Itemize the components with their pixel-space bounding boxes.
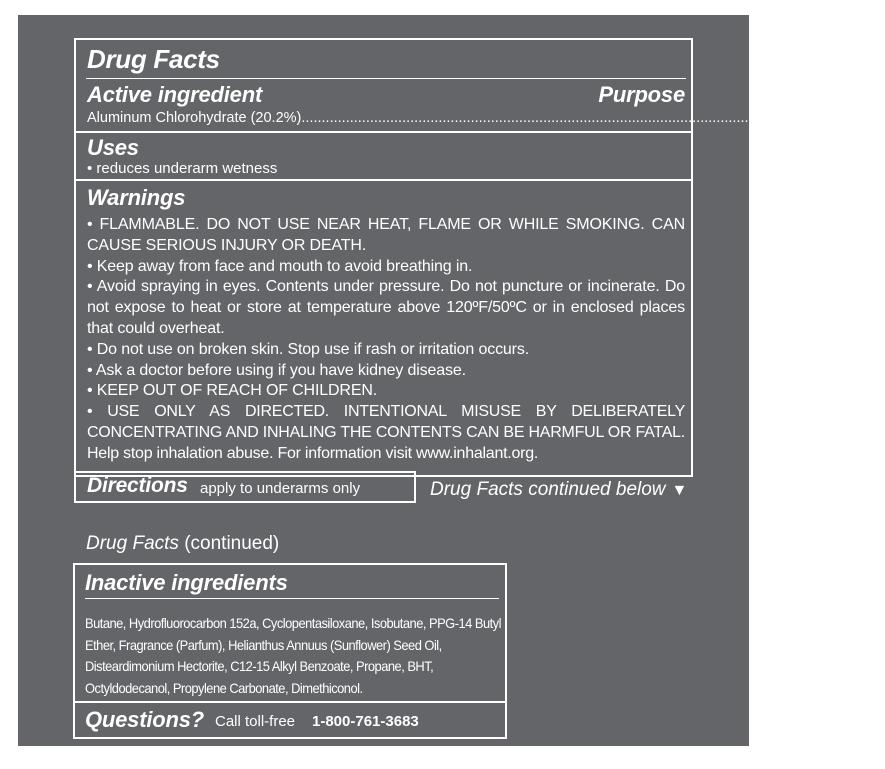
uses-heading: Uses <box>87 135 139 160</box>
purpose-heading: Purpose <box>598 82 685 107</box>
leader-dots: .......................................................................................................................... <box>301 110 793 126</box>
warning-item: • FLAMMABLE. DO NOT USE NEAR HEAT, FLAME OR WHILE SMOKING. CAN CAUSE SERIOUS INJURY OR DEATH. <box>87 216 685 254</box>
drug-facts-box <box>74 38 885 477</box>
continued-below-note <box>430 479 687 501</box>
warnings-heading: Warnings <box>87 185 186 210</box>
continued-below-text: Drug Facts continued below <box>430 479 666 500</box>
inactive-ingredients-box <box>73 563 507 739</box>
inactive-heading: Inactive ingredients <box>85 570 288 595</box>
directions-text: apply to underarms only <box>200 480 361 497</box>
uses-item: • reduces underarm wetness <box>87 160 278 177</box>
title-divider <box>86 78 686 79</box>
warning-item: • USE ONLY AS DIRECTED. INTENTIONAL MISUSE BY DELIBERATELY CONCENTRATING AND INHALING THE CONTENTS CAN BE HARMFUL OR FATAL. Help stop inhalation abuse. For information visit www.inhalant.org. <box>87 403 685 462</box>
warning-item: • Ask a doctor before using if you have kidney disease. <box>87 361 466 379</box>
questions-divider <box>75 701 505 703</box>
down-triangle-icon: ▼ <box>671 482 688 499</box>
active-ingredient-line <box>87 110 885 126</box>
directions-box <box>74 471 416 503</box>
phone-number[interactable]: 1-800-761-3683 <box>312 713 419 730</box>
directions-heading: Directions <box>87 474 188 497</box>
uses-divider <box>76 179 691 181</box>
drug-facts-panel <box>18 15 885 746</box>
active-ingredient-heading: Active ingredient <box>87 82 263 107</box>
warnings-list <box>87 215 685 465</box>
warning-item: • Do not use on broken skin. Stop use if rash or irritation occurs. <box>87 340 529 358</box>
warning-item: • Avoid spraying in eyes. Contents under pressure. Do not puncture or incinerate. Do not expose to heat or store at temperature above 120ºF/50ºC or in enclosed places that could overheat. <box>87 278 685 337</box>
questions-heading: Questions? <box>85 707 205 732</box>
active-ingredient-name: Aluminum Chlorohydrate (20.2%) <box>87 110 302 126</box>
drug-facts-title: Drug Facts <box>87 44 220 74</box>
warning-item: • Keep away from face and mouth to avoid breathing in. <box>87 257 473 275</box>
continued-label-italic: Drug Facts <box>86 533 179 554</box>
continued-label-plain: (continued) <box>178 533 280 554</box>
active-divider <box>76 131 691 133</box>
active-ingredient-purpose: antiperspirant <box>796 110 885 126</box>
inactive-heading-divider <box>85 598 499 599</box>
inactive-ingredients-text: Butane, Hydrofluorocarbon 152a, Cyclopentasiloxane, Isobutane, PPG-14 Butyl Ether, Fragrance (Parfum), Helianthus Annuus (Sunflower) Seed Oil, Disteardimonium Hectorite, C12-15 Alkyl Benzoate, Propane, BHT, Octyldodecanol, Propylene Carbonate, Dimethiconol. <box>85 616 501 696</box>
warning-item: • KEEP OUT OF REACH OF CHILDREN. <box>87 382 378 400</box>
drug-facts-continued-label <box>86 533 279 555</box>
questions-label: Call toll-free <box>215 713 296 730</box>
